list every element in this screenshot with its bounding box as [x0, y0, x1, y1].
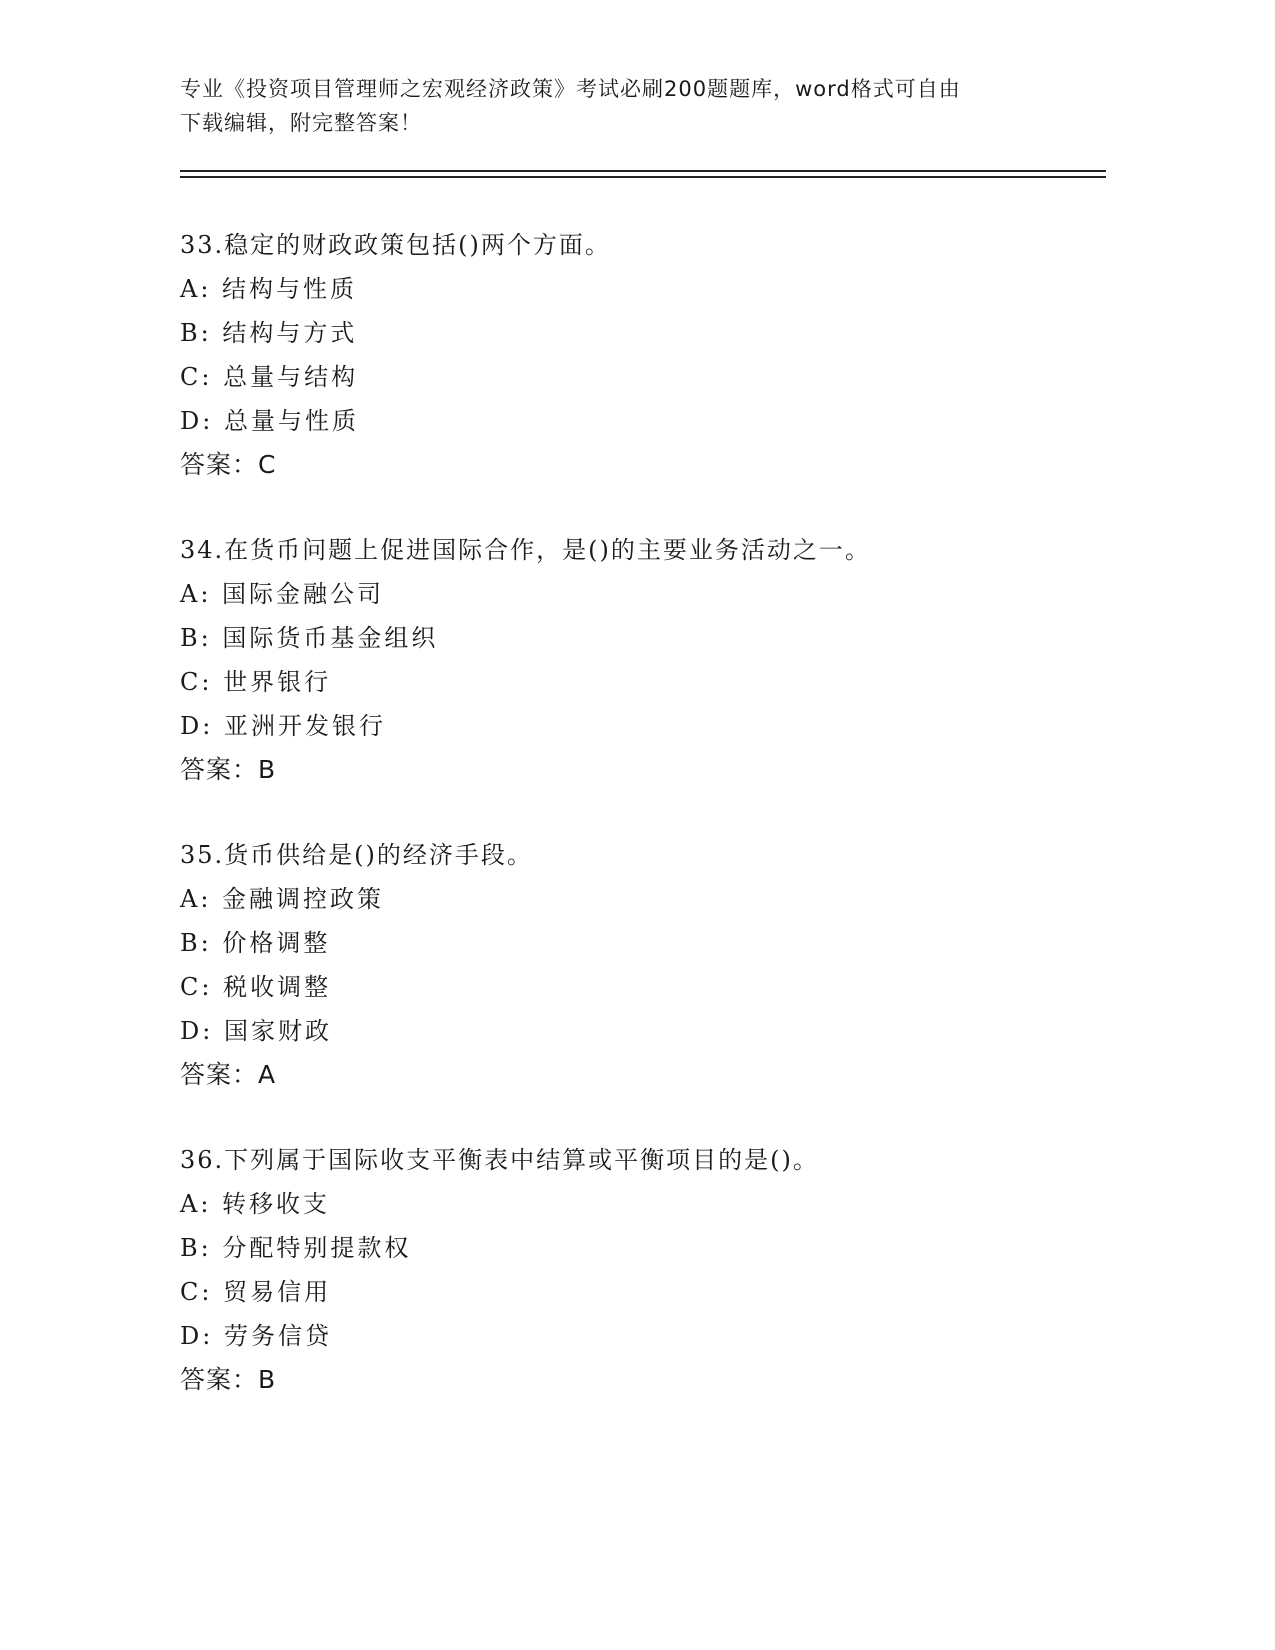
- option-c: C: 总量与结构: [180, 363, 359, 391]
- option-c: C: 贸易信用: [180, 1278, 332, 1306]
- option-c: C: 世界银行: [180, 668, 332, 696]
- question-title: 36.下列属于国际收支平衡表中结算或平衡项目的是()。: [180, 1146, 819, 1174]
- option-b: B: 结构与方式: [180, 319, 358, 347]
- question-title: 35.货币供给是()的经济手段。: [180, 841, 533, 869]
- answer: 答案：A: [180, 1060, 277, 1089]
- option-a: A: 结构与性质: [180, 275, 358, 303]
- question-title: 33.稳定的财政政策包括()两个方面。: [180, 231, 611, 259]
- option-b: B: 分配特别提款权: [180, 1234, 412, 1262]
- answer: 答案：B: [180, 1365, 277, 1394]
- option-a: A: 国际金融公司: [180, 580, 385, 608]
- document-header: [180, 72, 1060, 140]
- option-a: A: 金融调控政策: [180, 885, 385, 913]
- option-d: D: 总量与性质: [180, 407, 359, 435]
- answer: 答案：C: [180, 450, 277, 479]
- option-d: D: 亚洲开发银行: [180, 712, 386, 740]
- question-33: [180, 223, 1110, 487]
- answer: 答案：B: [180, 755, 277, 784]
- header-line-1: 专业《投资项目管理师之宏观经济政策》考试必刷200题题库，word格式可自由: [180, 77, 961, 101]
- question-title: 34.在货币问题上促进国际合作，是()的主要业务活动之一。: [180, 536, 871, 564]
- option-d: D: 国家财政: [180, 1017, 332, 1045]
- header-line-2: 下载编辑，附完整答案！: [180, 111, 422, 135]
- option-b: B: 价格调整: [180, 929, 331, 957]
- option-a: A: 转移收支: [180, 1190, 331, 1218]
- option-d: D: 劳务信贷: [180, 1322, 332, 1350]
- header-divider-bottom: [180, 176, 1106, 178]
- question-34: [180, 528, 1110, 792]
- option-c: C: 税收调整: [180, 973, 332, 1001]
- question-36: [180, 1138, 1110, 1402]
- header-divider-top: [180, 170, 1106, 172]
- question-35: [180, 833, 1110, 1097]
- option-b: B: 国际货币基金组织: [180, 624, 439, 652]
